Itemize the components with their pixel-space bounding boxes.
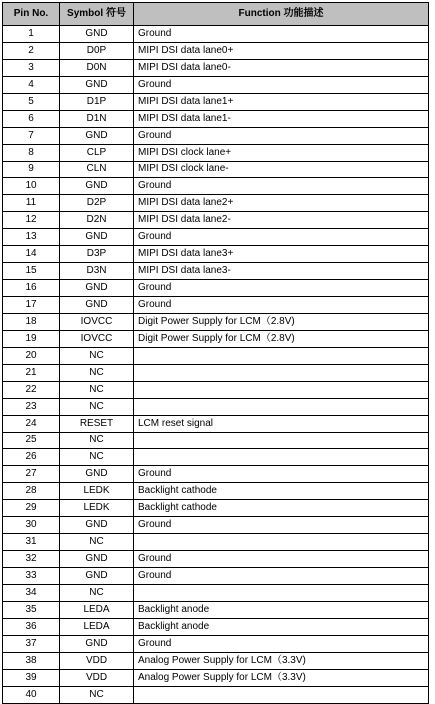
pin-number-cell: 16	[3, 280, 60, 297]
table-row	[3, 127, 429, 144]
symbol-cell: GND	[60, 76, 134, 93]
function-cell: Ground	[134, 280, 429, 297]
pin-number-cell: 29	[3, 500, 60, 517]
pin-number-cell: 38	[3, 652, 60, 669]
header-function: Function 功能描述	[134, 3, 429, 26]
symbol-cell: NC	[60, 381, 134, 398]
table-row	[3, 568, 429, 585]
symbol-cell: CLP	[60, 144, 134, 161]
function-cell: Digit Power Supply for LCM（2.8V)	[134, 313, 429, 330]
symbol-cell: D3N	[60, 263, 134, 280]
pin-number-cell: 35	[3, 601, 60, 618]
symbol-cell: NC	[60, 432, 134, 449]
pin-number-cell: 13	[3, 229, 60, 246]
table-row	[3, 686, 429, 703]
table-row	[3, 500, 429, 517]
pin-number-cell: 5	[3, 93, 60, 110]
symbol-cell: RESET	[60, 415, 134, 432]
symbol-cell: D0P	[60, 42, 134, 59]
function-cell	[134, 364, 429, 381]
pin-number-cell: 25	[3, 432, 60, 449]
function-cell: Ground	[134, 635, 429, 652]
symbol-cell: GND	[60, 517, 134, 534]
table-row	[3, 415, 429, 432]
table-row	[3, 381, 429, 398]
table-row	[3, 601, 429, 618]
table-row	[3, 26, 429, 43]
pin-number-cell: 30	[3, 517, 60, 534]
symbol-cell: GND	[60, 127, 134, 144]
table-row	[3, 347, 429, 364]
table-row	[3, 551, 429, 568]
table-row	[3, 364, 429, 381]
function-cell: MIPI DSI data lane3+	[134, 246, 429, 263]
function-cell: MIPI DSI clock lane+	[134, 144, 429, 161]
pin-number-cell: 23	[3, 398, 60, 415]
symbol-cell: LEDK	[60, 500, 134, 517]
symbol-cell: NC	[60, 398, 134, 415]
table-row	[3, 178, 429, 195]
pin-number-cell: 20	[3, 347, 60, 364]
symbol-cell: GND	[60, 635, 134, 652]
function-cell: Ground	[134, 297, 429, 314]
table-row	[3, 483, 429, 500]
function-cell: Ground	[134, 466, 429, 483]
function-cell	[134, 449, 429, 466]
function-cell: MIPI DSI data lane2+	[134, 195, 429, 212]
table-body	[3, 26, 429, 704]
symbol-cell: IOVCC	[60, 330, 134, 347]
pin-number-cell: 40	[3, 686, 60, 703]
function-cell: Backlight cathode	[134, 483, 429, 500]
symbol-cell: D2N	[60, 212, 134, 229]
symbol-cell: NC	[60, 584, 134, 601]
symbol-cell: GND	[60, 229, 134, 246]
table-row	[3, 195, 429, 212]
function-cell: Backlight cathode	[134, 500, 429, 517]
table-row	[3, 534, 429, 551]
header-pin-no: Pin No.	[3, 3, 60, 26]
pin-number-cell: 21	[3, 364, 60, 381]
table-row	[3, 398, 429, 415]
pin-number-cell: 39	[3, 669, 60, 686]
symbol-cell: GND	[60, 280, 134, 297]
symbol-cell: NC	[60, 449, 134, 466]
symbol-cell: GND	[60, 551, 134, 568]
pin-number-cell: 17	[3, 297, 60, 314]
function-cell: Ground	[134, 26, 429, 43]
pin-number-cell: 6	[3, 110, 60, 127]
pin-number-cell: 9	[3, 161, 60, 178]
function-cell: Ground	[134, 517, 429, 534]
symbol-cell: LEDK	[60, 483, 134, 500]
table-row	[3, 618, 429, 635]
function-cell	[134, 686, 429, 703]
symbol-cell: LEDA	[60, 618, 134, 635]
pin-number-cell: 8	[3, 144, 60, 161]
symbol-cell: D1N	[60, 110, 134, 127]
symbol-cell: D2P	[60, 195, 134, 212]
symbol-cell: NC	[60, 534, 134, 551]
function-cell: MIPI DSI data lane0-	[134, 59, 429, 76]
symbol-cell: VDD	[60, 669, 134, 686]
pin-number-cell: 19	[3, 330, 60, 347]
pin-number-cell: 22	[3, 381, 60, 398]
pin-number-cell: 1	[3, 26, 60, 43]
function-cell: Backlight anode	[134, 618, 429, 635]
table-row	[3, 59, 429, 76]
table-row	[3, 144, 429, 161]
table-row	[3, 449, 429, 466]
function-cell: MIPI DSI data lane1+	[134, 93, 429, 110]
pin-number-cell: 34	[3, 584, 60, 601]
header-symbol: Symbol 符号	[60, 3, 134, 26]
pin-number-cell: 31	[3, 534, 60, 551]
table-row	[3, 466, 429, 483]
function-cell: Ground	[134, 568, 429, 585]
function-cell: Digit Power Supply for LCM（2.8V)	[134, 330, 429, 347]
symbol-cell: IOVCC	[60, 313, 134, 330]
function-cell: MIPI DSI clock lane-	[134, 161, 429, 178]
symbol-cell: LEDA	[60, 601, 134, 618]
pin-definition-table	[2, 2, 429, 704]
pin-number-cell: 3	[3, 59, 60, 76]
symbol-cell: NC	[60, 364, 134, 381]
pin-number-cell: 7	[3, 127, 60, 144]
symbol-cell: GND	[60, 178, 134, 195]
function-cell: MIPI DSI data lane3-	[134, 263, 429, 280]
pin-number-cell: 36	[3, 618, 60, 635]
symbol-cell: VDD	[60, 652, 134, 669]
pin-number-cell: 14	[3, 246, 60, 263]
symbol-cell: NC	[60, 686, 134, 703]
function-cell	[134, 381, 429, 398]
symbol-cell: GND	[60, 568, 134, 585]
function-cell: Ground	[134, 76, 429, 93]
pin-number-cell: 18	[3, 313, 60, 330]
table-row	[3, 229, 429, 246]
function-cell: Ground	[134, 127, 429, 144]
symbol-cell: NC	[60, 347, 134, 364]
table-header-row	[3, 3, 429, 26]
pin-number-cell: 2	[3, 42, 60, 59]
pin-number-cell: 12	[3, 212, 60, 229]
table-row	[3, 263, 429, 280]
pin-table-container	[2, 2, 429, 704]
table-row	[3, 432, 429, 449]
symbol-cell: GND	[60, 466, 134, 483]
table-row	[3, 76, 429, 93]
pin-number-cell: 26	[3, 449, 60, 466]
table-row	[3, 42, 429, 59]
function-cell	[134, 432, 429, 449]
pin-number-cell: 37	[3, 635, 60, 652]
function-cell	[134, 534, 429, 551]
pin-number-cell: 4	[3, 76, 60, 93]
table-row	[3, 161, 429, 178]
symbol-cell: GND	[60, 26, 134, 43]
function-cell: MIPI DSI data lane2-	[134, 212, 429, 229]
table-row	[3, 313, 429, 330]
table-row	[3, 297, 429, 314]
table-row	[3, 110, 429, 127]
table-row	[3, 246, 429, 263]
function-cell	[134, 347, 429, 364]
table-row	[3, 93, 429, 110]
table-row	[3, 212, 429, 229]
symbol-cell: CLN	[60, 161, 134, 178]
pin-number-cell: 32	[3, 551, 60, 568]
function-cell: MIPI DSI data lane0+	[134, 42, 429, 59]
function-cell: Ground	[134, 229, 429, 246]
function-cell: MIPI DSI data lane1-	[134, 110, 429, 127]
function-cell: Ground	[134, 178, 429, 195]
table-row	[3, 584, 429, 601]
function-cell	[134, 584, 429, 601]
pin-number-cell: 11	[3, 195, 60, 212]
pin-number-cell: 10	[3, 178, 60, 195]
pin-number-cell: 15	[3, 263, 60, 280]
table-row	[3, 517, 429, 534]
function-cell: Backlight anode	[134, 601, 429, 618]
pin-number-cell: 33	[3, 568, 60, 585]
table-row	[3, 635, 429, 652]
pin-number-cell: 24	[3, 415, 60, 432]
function-cell: Ground	[134, 551, 429, 568]
table-row	[3, 669, 429, 686]
symbol-cell: GND	[60, 297, 134, 314]
table-row	[3, 330, 429, 347]
table-row	[3, 652, 429, 669]
function-cell: LCM reset signal	[134, 415, 429, 432]
pin-number-cell: 28	[3, 483, 60, 500]
symbol-cell: D3P	[60, 246, 134, 263]
table-row	[3, 280, 429, 297]
function-cell: Analog Power Supply for LCM（3.3V)	[134, 669, 429, 686]
function-cell: Analog Power Supply for LCM（3.3V)	[134, 652, 429, 669]
function-cell	[134, 398, 429, 415]
symbol-cell: D0N	[60, 59, 134, 76]
pin-number-cell: 27	[3, 466, 60, 483]
symbol-cell: D1P	[60, 93, 134, 110]
